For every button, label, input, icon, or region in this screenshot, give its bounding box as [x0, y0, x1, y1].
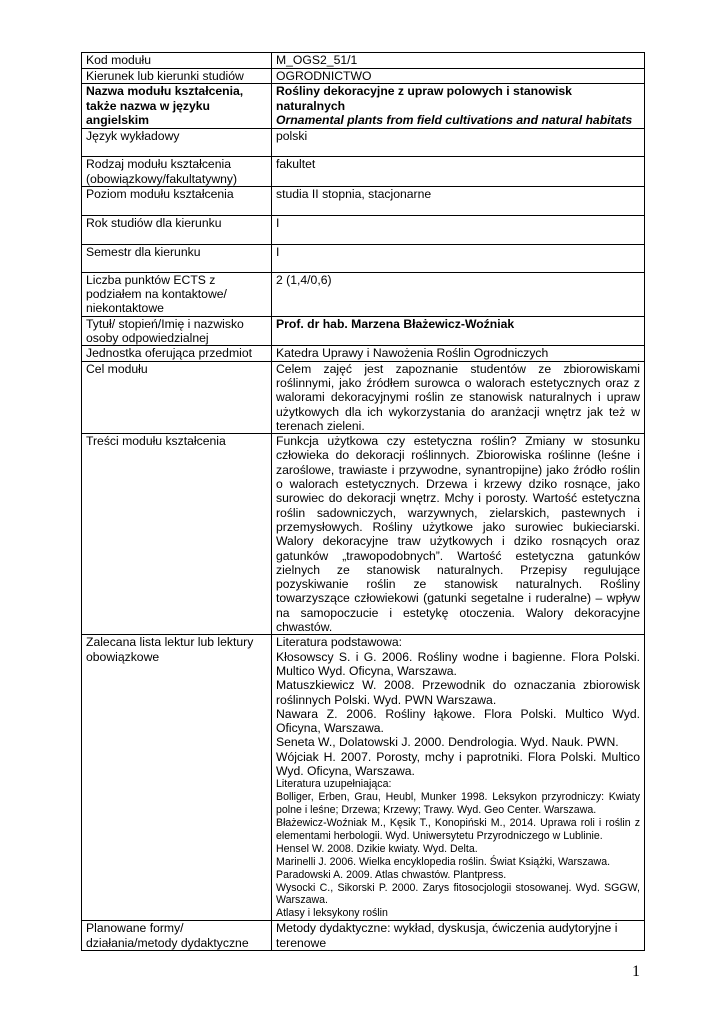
row-semestr — [82, 244, 645, 272]
module-table — [81, 52, 645, 951]
value-cell: M_OGS2_51/1 — [272, 53, 645, 69]
literature-item: Wysocki C., Sikorski P. 2000. Zarys fitosocjologii stosowanej. Wyd. SGGW, Warszawa. — [276, 881, 640, 907]
literature-item: Wójciak H. 2007. Porosty, mchy i paprotniki. Flora Polski. Multico Wyd. Oficyna, Warszawa. — [276, 749, 640, 778]
label-cell: Planowane formy/ działania/metody dydaktyczne — [82, 921, 272, 951]
label-cell: Jednostka oferująca przedmiot — [82, 346, 272, 361]
row-lektury — [82, 635, 645, 921]
row-tresci — [82, 434, 645, 635]
label-cell: Tytuł/ stopień/Imię i nazwisko osoby odpowiedzialnej — [82, 316, 272, 346]
value-cell — [272, 84, 645, 129]
row-kierunek — [82, 69, 645, 84]
label-cell: Język wykładowy — [82, 129, 272, 157]
literature-item: Atlasy i leksykony roślin — [276, 907, 388, 920]
page-number: 1 — [632, 963, 640, 980]
label-cell: Poziom modułu kształcenia — [82, 186, 272, 215]
literature-item: Bolliger, Erben, Grau, Heubl, Munker 1998. Leksykon przyrodniczy: Kwiaty polne i leśne; Drzewa; Krzewy; Trawy. Wyd. Geo Center. Warszawa. — [276, 791, 640, 817]
value-cell: Metody dydaktyczne: wykład, dyskusja, ćwiczenia audytoryjne i terenowe — [272, 921, 645, 951]
label-cell: Nazwa modułu kształcenia, także nazwa w języku angielskim — [82, 84, 272, 129]
label-cell: Liczba punktów ECTS z podziałem na kontaktowe/ niekontaktowe — [82, 272, 272, 316]
literature-item: Hensel W. 2008. Dzikie kwiaty. Wyd. Delta. — [276, 842, 478, 855]
row-jezyk — [82, 129, 645, 157]
value-cell: OGRODNICTWO — [272, 69, 645, 84]
literature-item: Paradowski A. 2009. Atlas chwastów. Plantpress. — [276, 868, 507, 881]
module-name-en: Ornamental plants from field cultivations and natural habitats — [276, 112, 633, 127]
row-osoba — [82, 316, 645, 346]
row-jednostka — [82, 346, 645, 361]
row-cel — [82, 361, 645, 433]
module-name-pl: Rośliny dekoracyjne z upraw polowych i stanowisk naturalnych — [276, 84, 572, 113]
value-cell: I — [272, 244, 645, 272]
literature-supplementary-title: Literatura uzupełniająca: — [276, 778, 392, 791]
label-cell: Cel modułu — [82, 361, 272, 433]
value-cell: 2 (1,4/0,6) — [272, 272, 645, 316]
row-kod — [82, 53, 645, 69]
label-cell: Rok studiów dla kierunku — [82, 215, 272, 244]
literature-item: Marinelli J. 2006. Wielka encyklopedia roślin. Świat Książki, Warszawa. — [276, 855, 611, 868]
literature-item: Matuszkiewicz W. 2008. Przewodnik do oznaczania zbiorowisk roślinnych Polski. Wyd. PWN Warszawa. — [276, 678, 640, 707]
value-cell: Katedra Uprawy i Nawożenia Roślin Ogrodniczych — [272, 346, 645, 361]
row-poziom — [82, 186, 645, 215]
label-cell: Kod modułu — [82, 53, 272, 69]
label-cell: Kierunek lub kierunki studiów — [82, 69, 272, 84]
row-formy — [82, 921, 645, 951]
label-cell: Treści modułu kształcenia — [82, 434, 272, 635]
value-cell — [272, 635, 645, 921]
value-cell: polski — [272, 129, 645, 157]
row-ects — [82, 272, 645, 316]
value-cell: Prof. dr hab. Marzena Błażewicz-Woźniak — [272, 316, 645, 346]
row-rodzaj — [82, 157, 645, 187]
value-cell: Funkcja użytkowa czy estetyczna roślin? Zmiany w stosunku człowieka do dekoracji roślinnych. Zbiorowiska roślinne (leśne i zaroślowe, trawiaste i przywodne, synantropijne) jako źródło roślin o walorach estetycznych. Drzewa i krzewy dziko rosnące, jako surowiec do dekoracji wnętrz. Mchy i porosty. Wartość estetyczna roślin sadowniczych, warzywnych, zielarskich, pastewnych i przemysłowych. Rośliny użytkowe jako surowiec bukieciarski. Walory dekoracyjne traw użytkowych i dziko rosnących oraz gatunków „trawopodobnych”. Wartość estetyczna gatunków zielnych ze stanowisk naturalnych. Przepisy regulujące pozyskiwanie roślin ze stanowisk naturalnych. Rośliny towarzyszące człowiekowi (gatunki segetalne i ruderalne) – wpływ na samopoczucie i estetykę otoczenia. Walory dekoracyjne chwastów. — [272, 434, 645, 635]
row-nazwa — [82, 84, 645, 129]
label-cell: Zalecana lista lektur lub lektury obowiązkowe — [82, 635, 272, 921]
value-cell: fakultet — [272, 157, 645, 187]
value-cell: studia II stopnia, stacjonarne — [272, 186, 645, 215]
label-cell: Rodzaj modułu kształcenia (obowiązkowy/fakultatywny) — [82, 157, 272, 187]
literature-item: Seneta W., Dolatowski J. 2000. Dendrologia. Wyd. Nauk. PWN. — [276, 735, 619, 750]
literature-basic-title: Literatura podstawowa: — [276, 635, 403, 650]
label-cell: Semestr dla kierunku — [82, 244, 272, 272]
literature-item: Błażewicz-Woźniak M., Kęsik T., Konopiński M., 2014. Uprawa roli i roślin z elementami herbologii. Wyd. Uniwersytetu Przyrodniczego w Lublinie. — [276, 817, 640, 842]
value-cell: I — [272, 215, 645, 244]
row-rok — [82, 215, 645, 244]
value-cell: Celem zajęć jest zapoznanie studentów ze zbiorowiskami roślinnymi, jako źródłem surowca o walorach estetycznych oraz z walorami dekoracyjnymi roślin ze stanowisk naturalnych i upraw użytkowych dla ich wykorzystania do aranżacji wnętrz jak też w terenach zieleni. — [272, 361, 645, 433]
literature-item: Kłosowscy S. i G. 2006. Rośliny wodne i bagienne. Flora Polski. Multico Wyd. Oficyna, Warszawa. — [276, 649, 640, 678]
literature-item: Nawara Z. 2006. Rośliny łąkowe. Flora Polski. Multico Wyd. Oficyna, Warszawa. — [276, 706, 640, 736]
